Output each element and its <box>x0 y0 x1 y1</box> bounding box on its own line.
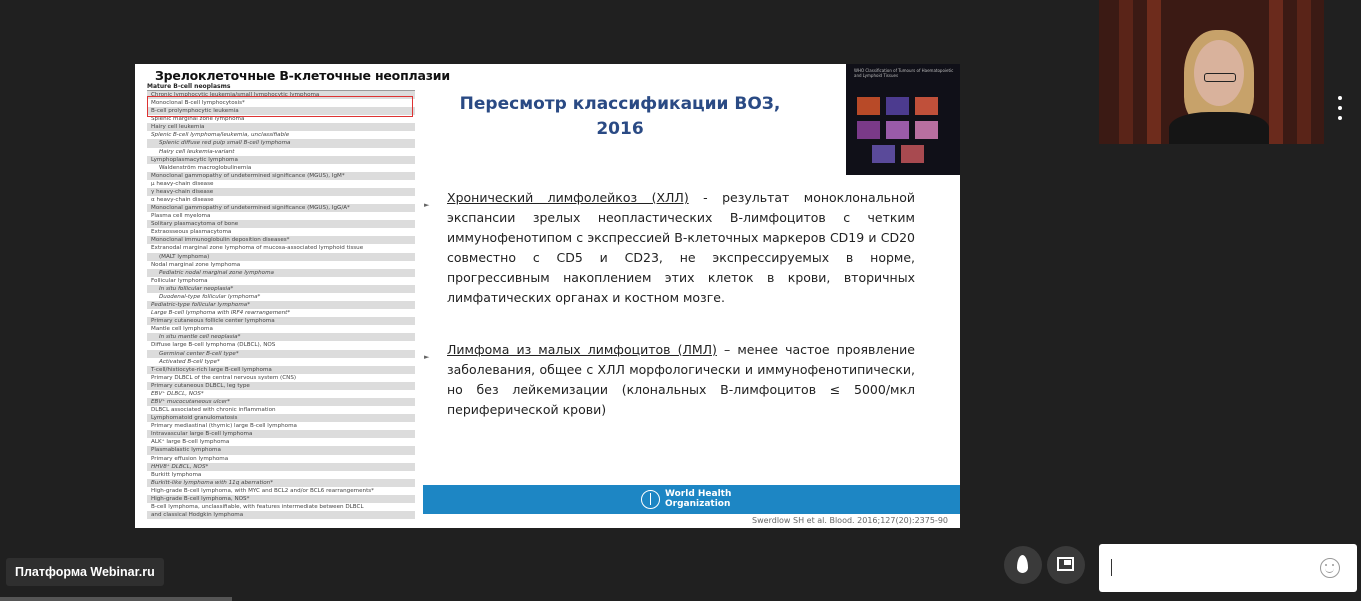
presenter-webcam-video <box>1099 0 1324 144</box>
table-row: Solitary plasmacytoma of bone <box>147 220 415 228</box>
table-title: Зрелоклеточные В-клеточные неоплазии <box>155 68 450 83</box>
slide-title-line1: Пересмотр классификации ВОЗ, <box>459 94 781 114</box>
bullet-sll-text: – менее частое проявление заболевания, общее с ХЛЛ морфологически и иммунофенотипически, но без лейкемизации (клональных В-лимфоцитов ≤ 5000/мкл периферической крови) <box>447 342 915 417</box>
who-name-line2: Organization <box>665 498 731 509</box>
table-row: B-cell lymphoma, unclassifiable, with features intermediate between DLBCL <box>151 503 364 510</box>
table-row: Monoclonal B-cell lymphocytosis* <box>151 100 245 107</box>
cover-title: WHO Classification of Tumours of Haematopoietic and Lymphoid Tissues <box>854 68 954 78</box>
table-row: Primary DLBCL of the central nervous system (CNS) <box>151 374 297 381</box>
table-row: Splenic diffuse red pulp small B-cell lymphoma <box>147 139 415 147</box>
table-row: Waldenström macroglobulinemia <box>159 164 252 171</box>
table-row: μ heavy-chain disease <box>151 180 214 187</box>
book-cover-image <box>846 64 960 175</box>
who-name <box>665 490 731 509</box>
curtain-fold <box>1297 0 1311 144</box>
table-row: Nodal marginal zone lymphoma <box>151 261 241 268</box>
classification-table <box>135 64 450 528</box>
table-row: B-cell prolymphocytic leukemia <box>147 107 415 115</box>
table-row: In situ follicular neoplasia* <box>147 285 415 293</box>
cover-tile <box>857 97 880 115</box>
table-row: Pediatric nodal marginal zone lymphoma <box>147 269 415 277</box>
table-row: Activated B-cell type* <box>159 358 220 365</box>
table-row: Monoclonal gammopathy of undetermined significance (MGUS), IgM* <box>147 172 415 180</box>
cover-tile <box>886 97 909 115</box>
picture-in-picture-icon <box>1057 557 1074 571</box>
bullet-arrow-icon: ► <box>424 201 430 209</box>
platform-brand-label: Платформа Webinar.ru <box>6 558 164 586</box>
table-row: Primary cutaneous DLBCL, leg type <box>147 382 415 390</box>
who-footer-bar <box>423 485 960 514</box>
bullet-sll <box>424 340 915 420</box>
table-rows <box>147 91 415 519</box>
table-row: High-grade B-cell lymphoma, with MYC and BCL2 and/or BCL6 rearrangements* <box>151 487 374 494</box>
highlight-box <box>147 96 413 117</box>
table-row: HHV8⁺ DLBCL, NOS* <box>147 463 415 471</box>
cover-tile <box>915 97 938 115</box>
table-row: Primary effusion lymphoma <box>151 455 229 462</box>
table-row: Lymphoplasmacytic lymphoma <box>147 156 415 164</box>
table-row: High-grade B-cell lymphoma, NOS* <box>147 495 415 503</box>
cover-tile <box>857 121 880 139</box>
table-row: Splenic marginal zone lymphoma <box>151 116 245 123</box>
table-row: Burkitt-like lymphoma with 11q aberration* <box>147 479 415 487</box>
table-row: Large B-cell lymphoma with IRF4 rearrangement* <box>151 310 291 317</box>
presenter-glasses <box>1204 73 1236 82</box>
table-row: Monoclonal immunoglobulin deposition diseases* <box>147 236 415 244</box>
curtain-fold <box>1119 0 1133 144</box>
table-row: Burkitt lymphoma <box>151 471 202 478</box>
table-row: EBV⁺ DLBCL, NOS* <box>151 390 204 397</box>
table-row: Monoclonal gammopathy of undetermined significance (MGUS), IgG/A* <box>147 204 415 212</box>
table-row: Plasma cell myeloma <box>151 213 211 220</box>
table-row: γ heavy-chain disease <box>147 188 415 196</box>
table-row: Splenic B-cell lymphoma/leukemia, unclassifiable <box>151 132 290 139</box>
table-row: α heavy-chain disease <box>151 197 214 204</box>
who-emblem-icon <box>641 490 660 509</box>
curtain-fold <box>1269 0 1283 144</box>
table-row: ALK⁺ large B-cell lymphoma <box>151 439 230 446</box>
table-row: and classical Hodgkin lymphoma <box>147 511 415 519</box>
table-row: Lymphomatoid granulomatosis <box>147 414 415 422</box>
bullet-cll-text: - результат моноклональной экспансии зрелых неопластических В-лимфоцитов с четким иммунофенотипом с экспрессией В-клеточных маркеров CD19 и CD20 совместно с CD5 и CD23, не экспрессируемых в норме, прогрессивным накоплением этих клеток в крови, вторичных лимфатических органах и костном мозге. <box>447 190 915 305</box>
cover-tile <box>886 121 909 139</box>
table-row: Intravascular large B-cell lymphoma <box>147 430 415 438</box>
table-row: EBV⁺ mucocutaneous ulcer* <box>147 398 415 406</box>
presentation-slide <box>135 64 960 528</box>
slide-title <box>455 92 785 142</box>
bullet-cll-term: Хронический лимфолейкоз (ХЛЛ) <box>447 190 689 205</box>
table-row: Chronic lymphocytic leukemia/small lymphocytic lymphoma <box>147 91 415 99</box>
table-row: Follicular lymphoma <box>151 277 208 284</box>
text-caret <box>1111 559 1112 576</box>
table-row: Extranodal marginal zone lymphoma of mucosa-associated lymphoid tissue <box>151 245 364 252</box>
bullet-cll <box>424 188 915 308</box>
emoji-icon[interactable] <box>1320 558 1340 578</box>
bottom-scroll-indicator <box>0 597 232 601</box>
table-row: Hairy cell leukemia <box>147 123 415 131</box>
table-row: Mantle cell lymphoma <box>151 326 213 333</box>
picture-in-picture-button[interactable] <box>1047 546 1085 584</box>
table-row: Primary mediastinal (thymic) large B-cell lymphoma <box>151 423 297 430</box>
table-row: T-cell/histiocyte-rich large B-cell lymphoma <box>147 366 415 374</box>
table-row: DLBCL associated with chronic inflammation <box>151 407 276 414</box>
table-row: (MALT lymphoma) <box>147 253 415 261</box>
cover-tile <box>872 145 895 163</box>
who-name-line1: World Health <box>665 489 732 499</box>
table-row: Plasmablastic lymphoma <box>147 446 415 454</box>
table-row: Duodenal-type follicular lymphoma* <box>159 293 261 300</box>
table-row: Primary cutaneous follicle center lymphoma <box>147 317 415 325</box>
citation: Swerdlow SH et al. Blood. 2016;127(20):2375-90 <box>752 516 948 525</box>
more-vert-icon[interactable] <box>1338 96 1344 136</box>
fire-icon <box>1017 555 1028 573</box>
cover-tile <box>901 145 924 163</box>
table-header: Mature B-cell neoplasms <box>147 83 415 91</box>
presenter-body <box>1169 112 1269 144</box>
bullet-arrow-icon: ► <box>424 353 430 361</box>
cover-tile <box>915 121 938 139</box>
table-row: Pediatric-type follicular lymphoma* <box>147 301 415 309</box>
chat-message-input[interactable] <box>1099 544 1357 592</box>
slide-title-line2: 2016 <box>596 119 644 139</box>
table-row: Diffuse large B-cell lymphoma (DLBCL), NOS <box>151 342 276 349</box>
table-row: Germinal center B-cell type* <box>147 350 415 358</box>
table-row: Extraosseous plasmacytoma <box>151 229 232 236</box>
reaction-button[interactable] <box>1004 546 1042 584</box>
curtain-fold <box>1147 0 1161 144</box>
table-row: In situ mantle cell neoplasia* <box>147 333 415 341</box>
table-row: Hairy cell leukemia-variant <box>159 148 235 155</box>
bullet-sll-term: Лимфома из малых лимфоцитов (ЛМЛ) <box>447 342 717 357</box>
